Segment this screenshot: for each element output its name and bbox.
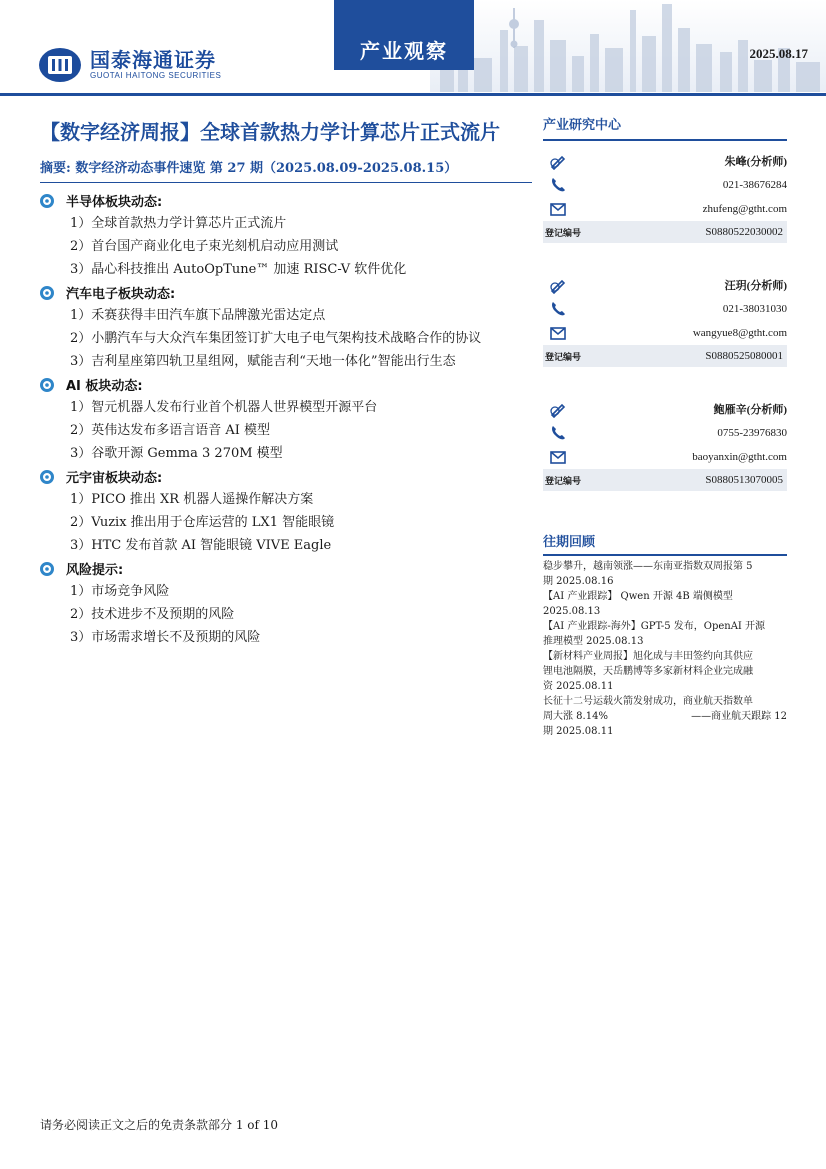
analyst-name: 朱峰(分析师) [724,156,787,168]
section-heading [40,465,532,488]
summary-text: 数字经济动态事件速览 第 27 期（2025.08.09-2025.08.15） [75,161,458,176]
previous-report-line: 【新材料产业周报】旭化成与丰田签约向其供应 [543,651,753,662]
list-item: 3）HTC 发布首款 AI 智能眼镜 VIVE Eagle [70,538,332,553]
logo-mark-icon [38,47,82,83]
company-logo [38,47,221,83]
registration-label: 登记编号 [545,476,582,487]
list-item: 2）首台国产商业化电子束光刻机启动应用测试 [70,239,339,254]
previous-reports-heading: 往期回顾 [543,531,787,556]
analyst-phone: 0755-23976830 [717,427,787,439]
list-item: 1）智元机器人发布行业首个机器人世界模型开源平台 [70,400,378,415]
pen-icon [549,400,567,418]
analyst-phone: 021-38676284 [722,179,787,191]
registration-label: 登记编号 [545,228,582,239]
logo-english-name: GUOTAI HAITONG SECURITIES [90,71,222,80]
mail-icon [549,324,567,342]
report-title: 【数字经济周报】全球首款热力学计算芯片正式流片 [40,120,500,144]
previous-report-line: 【AI 产业跟踪-海外】GPT-5 发布，OpenAI 开源 [543,621,766,632]
analyst-card [543,397,787,491]
analyst-phone: 021-38031030 [722,303,787,315]
category-label: 产业观察 [360,39,448,63]
header-divider [0,93,826,96]
section-heading [40,189,532,212]
mail-icon [549,200,567,218]
previous-report-line: 【AI 产业跟踪】 Qwen 开源 4B 端侧模型 [543,591,733,602]
phone-icon [549,424,567,442]
list-item: 2）小鹏汽车与大众汽车集团签订扩大电子电气架构技术战略合作的协议 [70,331,482,346]
previous-report-link[interactable] [543,559,787,589]
sidebar [543,114,787,739]
summary-label: 摘要: [40,161,71,176]
previous-report-line: 周大涨 8.14% [543,711,608,722]
mail-icon [549,448,567,466]
category-badge [334,0,474,70]
phone-icon [549,300,567,318]
previous-report-line: 期 2025.08.11 [543,726,614,737]
list-item: 1）市场竞争风险 [70,584,170,599]
report-date: 2025.08.17 [749,46,808,61]
registration-number: S0880513070005 [705,474,783,486]
previous-reports-list [543,559,787,739]
previous-report-link[interactable] [543,649,787,694]
registration-row [543,469,787,491]
section-title: 汽车电子板块动态: [66,287,176,302]
list-item: 2）英伟达发布多语言语音 AI 模型 [70,423,271,438]
pen-icon [549,152,567,170]
analyst-name: 汪玥(分析师) [724,280,787,292]
analyst-name: 鲍雁辛(分析师) [713,404,787,416]
list-item: 3）吉利星座第四轨卫星组网，赋能吉利“天地一体化”智能出行生态 [70,354,456,369]
section-heading [40,281,532,304]
research-center-heading: 产业研究中心 [543,114,787,141]
section-title: AI 板块动态: [66,379,143,394]
list-item: 1）PICO 推出 XR 机器人遥操作解决方案 [70,492,314,507]
section-heading [40,557,532,580]
list-item: 3）谷歌开源 Gemma 3 270M 模型 [70,446,283,461]
previous-report-line: 推理模型 2025.08.13 [543,636,644,647]
previous-report-line: 资 2025.08.11 [543,681,614,692]
bullet-icon [40,470,54,484]
section-title: 风险提示: [66,563,124,578]
sections-list [40,189,532,649]
list-item: 1）禾赛获得丰田汽车旗下品牌激光雷达定点 [70,308,326,323]
previous-report-line: 2025.08.13 [543,606,601,617]
previous-report-line: 长征十二号运载火箭发射成功，商业航天指数单 [543,696,753,707]
bullet-icon [40,194,54,208]
main-content [40,117,532,649]
section-title: 半导体板块动态: [66,195,163,210]
analyst-email[interactable]: wangyue8@gtht.com [692,327,787,339]
previous-report-link[interactable] [543,589,787,619]
previous-report-link[interactable] [543,694,787,739]
registration-number: S0880525080001 [705,350,783,362]
page-footer: 请务必阅读正文之后的免责条款部分 1 of 10 [40,1118,279,1132]
section-heading [40,373,532,396]
list-item: 3）市场需求增长不及预期的风险 [70,630,261,645]
summary-line [40,157,532,183]
previous-report-link[interactable] [543,619,787,649]
page-header [0,0,826,96]
previous-report-line: 锂电池隔膜，天岳鹏博等多家新材料企业完成融 [543,666,753,677]
section-title: 元宇宙板块动态: [66,471,163,486]
bullet-icon [40,286,54,300]
registration-row [543,345,787,367]
previous-report-line: 稳步攀升，越南领涨——东南亚指数双周报第 5 [543,561,753,572]
analyst-card [543,273,787,367]
list-item: 3）晶心科技推出 AutoOpTune™ 加速 RISC-V 软件优化 [70,262,407,277]
pen-icon [549,276,567,294]
analyst-email[interactable]: baoyanxin@gtht.com [692,451,787,463]
bullet-icon [40,378,54,392]
analyst-card [543,149,787,243]
registration-row [543,221,787,243]
bullet-icon [40,562,54,576]
list-item: 2）Vuzix 推出用于仓库运营的 LX1 智能眼镜 [70,515,335,530]
registration-label: 登记编号 [545,352,582,363]
previous-report-line: 期 2025.08.16 [543,576,614,587]
phone-icon [549,176,567,194]
list-item: 1）全球首款热力学计算芯片正式流片 [70,216,287,231]
previous-reports [543,531,787,739]
list-item: 2）技术进步不及预期的风险 [70,607,235,622]
previous-report-line: ——商业航天跟踪 12 [691,711,787,722]
analyst-email[interactable]: zhufeng@gtht.com [702,203,787,215]
logo-chinese-name: 国泰海通证券 [90,48,216,72]
registration-number: S0880522030002 [705,226,783,238]
